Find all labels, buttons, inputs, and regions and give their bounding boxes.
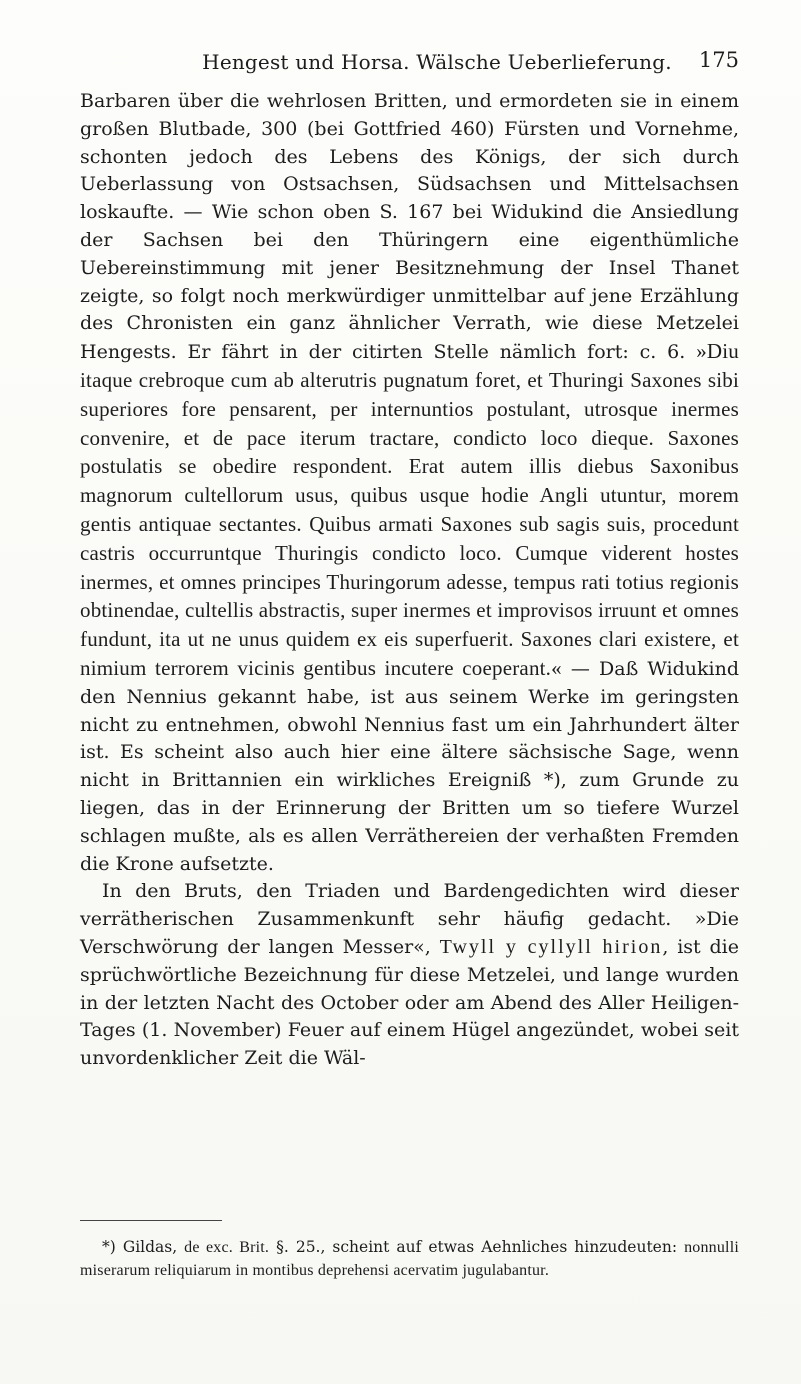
footnote-text: Gildas, — [122, 1238, 185, 1256]
running-head: Hengest und Horsa. Wälsche Ueberlieferung. — [202, 50, 672, 74]
footnote-latin-quote: nonnulli miserarum reliquiarum in montibus deprehensi acervatim jugulabantur. — [80, 1239, 739, 1279]
german-text: — Daß Widukind den Nennius gekannt habe, ist aus seinem Werke im geringsten nicht zu entnehmen, obwohl Nennius fast um ein Jahrhundert älter ist. Es scheint also auch hier eine ältere sächsische Sage, wenn nicht in Brittannien ein wirkliches Ereigniß *), zum Grunde zu liegen, das in der Erinnerung der Britten um so tiefere Wurzel schlagen mußte, als es allen Verräthereien der verhaßten Fremden die Krone aufsetzte. — [80, 657, 740, 875]
german-text: , ist die sprüchwörtliche Bezeichnung für diese Metzelei, und lange wurden in der letzten Nacht des October oder am Abend des Aller Heiligen-Tages (1. November) Feuer auf einem Hügel angezündet, wobei seit unvordenklicher Zeit die Wäl- — [80, 935, 739, 1070]
footnote-marker: *) — [102, 1238, 123, 1256]
german-text: Barbaren über die wehrlosen Britten, und ermordeten sie in einem großen Blutbade, 300 (bei Gottfried 460) Fürsten und Vornehme, schonten jedoch des Lebens des Königs, der sich durch Ueberlassung von Ostsachsen, Südsachsen und Mittelsachsen loskaufte. — Wie schon oben S. 167 bei Widukind die Ansiedlung der Sachsen bei den Thüringern eine eigenthümliche Uebereinstimmung mit jener Besitznehmung der Insel Thanet zeigte, so folgt noch merkwürdiger unmittelbar auf jene Erzählung des Chronisten ein ganz ähnlicher Verrath, wie diese Metzelei Hengests. Er fährt in der citirten Stelle nämlich fort: c. 6. — [80, 90, 739, 364]
footnote — [80, 1236, 739, 1282]
welsh-phrase: Twyll y cyllyll hirion — [439, 935, 663, 958]
footnote-divider — [80, 1220, 222, 1221]
german-text: In den Bruts, den Triaden und Bardengedichten wird dieser verrätherischen Zusammenkunft sehr häufig gedacht. »Die Verschwörung der langen Messer«, — [80, 880, 739, 958]
page-header — [80, 44, 739, 76]
latin-quotation: »Diu itaque crebroque cum ab alterutris pugnatum foret, et Thuringi Saxones sibi superiores fore pensarent, per internuntios postulant, utrosque inermes convenire, et de pace iterum tractare, condicto loco dieque. Saxones postulatis se obedire respondent. Erat autem illis diebus Saxonibus magnorum cultellorum usus, quibus usque hodie Angli utuntur, morem gentis antiquae sectantes. Quibus armati Saxones sub sagis suis, procedunt castris occurruntque Thuringis condicto loco. Cumque viderent hostes inermes, et omnes principes Thuringorum adesse, tempus rati totius regionis obtinendae, cultellis abstractis, super inermes et improvisos irruunt et omnes fundunt, ita ut ne unus quidem ex eis superfuerit. Saxones clari existere, et nimium terrorem vicinis gentibus incutere coeperant.« — [80, 339, 739, 680]
footnote-text: §. 25., scheint auf etwas Aehnliches hinzudeuten: — [269, 1238, 685, 1256]
paragraph — [80, 878, 739, 1073]
footnote-citation: de exc. Brit. — [184, 1239, 270, 1256]
page-number: 175 — [698, 48, 739, 72]
paragraph — [80, 88, 739, 878]
main-text — [80, 88, 739, 1073]
